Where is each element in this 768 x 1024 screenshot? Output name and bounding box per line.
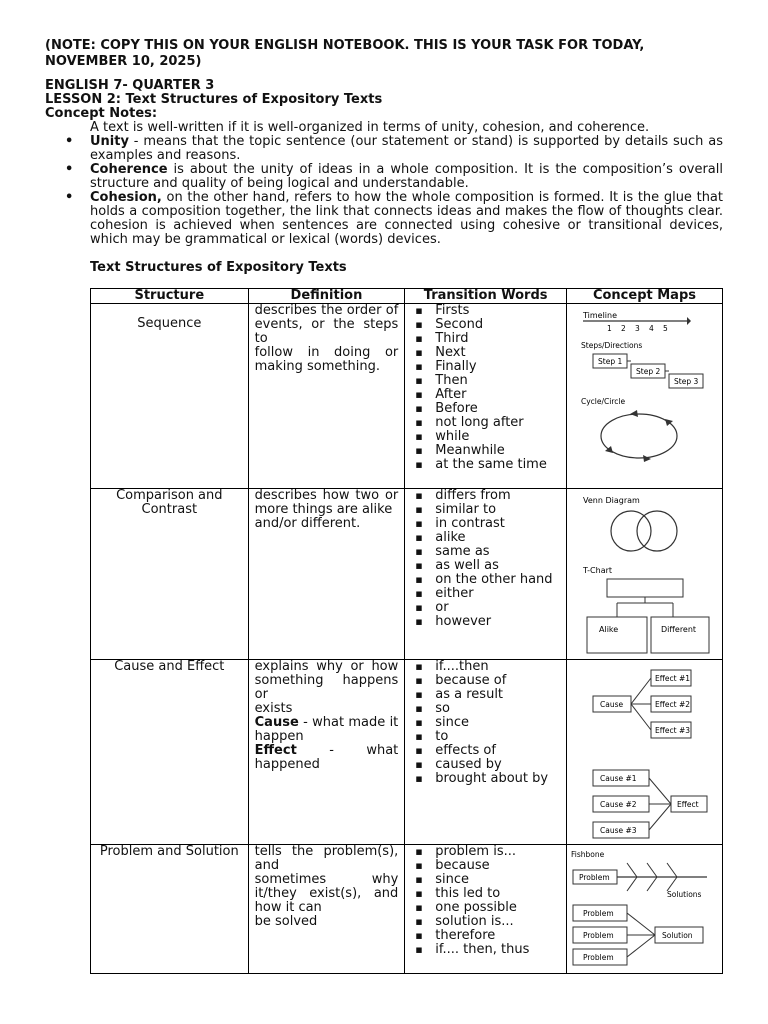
venn-circle [637, 511, 677, 551]
transition-cell [405, 489, 567, 660]
list-item: ▪ if.... then, thus [435, 943, 560, 957]
timeline-number: 5 [662, 324, 668, 333]
alike-label: Alike [598, 625, 619, 634]
list-item: ▪ solution is... [435, 915, 560, 929]
solutions-label: Solutions [666, 890, 702, 899]
list-item: ▪ Second [435, 318, 560, 332]
list-item: ▪ as a result [435, 688, 560, 702]
list-item: ▪ Finally [435, 360, 560, 374]
cause-label: Cause #2 [599, 800, 637, 809]
bullet-unity [90, 135, 723, 163]
header-definition: Definition [248, 289, 405, 304]
lesson-title: LESSON 2: Text Structures of Expository Texts [45, 92, 383, 107]
fishbone-bone [627, 863, 637, 877]
list-item: ▪ in contrast [435, 517, 560, 531]
list-item: ▪ After [435, 388, 560, 402]
timeline-number: 4 [648, 324, 654, 333]
structure-cell: Problem and Solution [91, 845, 249, 974]
steps-label: Steps/Directions [580, 341, 643, 350]
comparison-maps [567, 489, 721, 655]
definition-cell [248, 489, 405, 660]
effect-definition [255, 744, 399, 772]
definition-text: describes how two or more things are alike [254, 488, 399, 517]
step-label: Step 1 [597, 357, 623, 366]
list-item: ▪ since [435, 873, 560, 887]
problem-label: Problem [582, 909, 614, 918]
connector [627, 935, 655, 957]
definition-cell [248, 845, 405, 974]
definition-text: and/or different. [254, 516, 361, 531]
different-label: Different [660, 625, 697, 634]
tchart-label: T-Chart [582, 566, 613, 575]
solution-label: Solution [661, 931, 693, 940]
cause-label: Cause #1 [599, 774, 637, 783]
cohesion-text: on the other hand, refers to how the whole composition is formed. It is the glue that holds a composition together, the link that connects ideas and makes the flow of thoughts clear. cohesion is achieved when sentences are connected using cohesive or transitional devices, which may be grammatical or lexical (words) devices. [90, 190, 723, 247]
fishbone-bone [667, 877, 677, 891]
list-item: ▪ differs from [435, 489, 560, 503]
document-page [45, 38, 723, 285]
list-item: ▪ Third [435, 332, 560, 346]
step-label: Step 2 [635, 367, 661, 376]
effect-label: Effect #3 [654, 726, 691, 735]
list-item: ▪ caused by [435, 758, 560, 772]
concept-map-cell [566, 845, 722, 974]
intro-paragraph: A text is well-written if it is well-organized in terms of unity, cohesion, and coherence. [90, 120, 650, 135]
text-structures-table [90, 288, 723, 974]
list-item: ▪ brought about by [435, 772, 560, 786]
list-item: ▪ as well as [435, 559, 560, 573]
sequence-maps [567, 304, 721, 484]
list-item: ▪ effects of [435, 744, 560, 758]
list-item: ▪ if....then [435, 660, 560, 674]
effect-term: Effect [254, 743, 297, 758]
section-title: Text Structures of Expository Texts [90, 260, 347, 275]
course-title: ENGLISH 7- QUARTER 3 [45, 78, 215, 93]
list-item: ▪ so [435, 702, 560, 716]
definition-cell [248, 660, 405, 845]
arrow-icon [687, 317, 691, 325]
effect-text: - what happened [254, 743, 399, 772]
problem-label: Problem [578, 873, 610, 882]
problem-solution-maps [567, 845, 721, 969]
list-item: ▪ therefore [435, 929, 560, 943]
definition-text: exists [254, 701, 293, 716]
list-item: ▪ Meanwhile [435, 444, 560, 458]
concept-notes-heading: Concept Notes: [45, 106, 158, 121]
list-item: ▪ same as [435, 545, 560, 559]
list-item: ▪ either [435, 587, 560, 601]
arrow-icon [630, 410, 638, 417]
timeline-number: 2 [620, 324, 626, 333]
effect-label: Effect #1 [654, 674, 691, 683]
timeline-label: Timeline [582, 311, 617, 320]
definition-text: describes the order of events, or the steps to [254, 303, 399, 346]
list-item: ▪ while [435, 430, 560, 444]
concept-map-cell [566, 489, 722, 660]
cycle-label: Cycle/Circle [580, 397, 626, 406]
cause-text: - what made it happen [254, 715, 399, 744]
fishbone-bone [647, 877, 657, 891]
list-item: ▪ not long after [435, 416, 560, 430]
lesson-header [45, 79, 723, 121]
bullet-coherence [90, 163, 723, 191]
list-item: ▪ because [435, 859, 560, 873]
tchart-box [587, 617, 647, 653]
list-item: ▪ one possible [435, 901, 560, 915]
list-item: ▪ similar to [435, 503, 560, 517]
concept-list [45, 135, 723, 247]
concept-map-cell [566, 304, 722, 489]
fishbone-bone [667, 863, 677, 877]
problem-label: Problem [582, 953, 614, 962]
tchart-box [651, 617, 709, 653]
table-row [91, 660, 723, 845]
timeline-number: 3 [634, 324, 640, 333]
definition-text: sometimes why it/they exist(s), and how it can [254, 872, 399, 915]
definition-text: be solved [254, 914, 318, 929]
list-item: ▪ to [435, 730, 560, 744]
structure-cell: Sequence [91, 304, 249, 489]
header-concept-maps: Concept Maps [566, 289, 722, 304]
venn-label: Venn Diagram [582, 496, 640, 505]
list-item: ▪ Then [435, 374, 560, 388]
table-row [91, 845, 723, 974]
structure-cell: Cause and Effect [91, 660, 249, 845]
unity-text: - means that the topic sentence (our statement or stand) is supported by details such as examples and reasons. [90, 134, 723, 163]
definition-text: explains why or how something happens or [254, 659, 399, 702]
transition-cell [405, 660, 567, 845]
list-item: ▪ on the other hand [435, 573, 560, 587]
list-item: ▪ problem is... [435, 845, 560, 859]
effect-label: Effect #2 [654, 700, 691, 709]
header-structure: Structure [91, 289, 249, 304]
list-item: ▪ at the same time [435, 458, 560, 472]
timeline-number: 1 [606, 324, 612, 333]
list-item: ▪ Firsts [435, 304, 560, 318]
cause-label: Cause #3 [599, 826, 637, 835]
structure-cell: Comparison and Contrast [91, 489, 249, 660]
list-item: ▪ however [435, 615, 560, 629]
fishbone-label: Fishbone [570, 850, 605, 859]
cause-definition [255, 716, 399, 744]
table-row [91, 489, 723, 660]
term-cohesion: Cohesion, [90, 190, 162, 205]
list-item: ▪ because of [435, 674, 560, 688]
task-note: (NOTE: COPY THIS ON YOUR ENGLISH NOTEBOOK. THIS IS YOUR TASK FOR TODAY, NOVEMBER 10, 2025) [45, 38, 645, 69]
venn-circle [611, 511, 651, 551]
effect-label: Effect [676, 800, 699, 809]
list-item: ▪ Before [435, 402, 560, 416]
list-item: ▪ since [435, 716, 560, 730]
connector [631, 678, 651, 704]
connector [649, 778, 671, 804]
arrow-icon [643, 455, 651, 462]
connector [631, 704, 651, 730]
connector [649, 804, 671, 830]
transition-cell [405, 845, 567, 974]
list-item: ▪ or [435, 601, 560, 615]
term-coherence: Coherence [90, 162, 168, 177]
term-unity: Unity [90, 134, 129, 149]
problem-label: Problem [582, 931, 614, 940]
definition-cell [248, 304, 405, 489]
concept-map-cell [566, 660, 722, 845]
step-label: Step 3 [673, 377, 699, 386]
fishbone-bone [647, 863, 657, 877]
list-item: ▪ alike [435, 531, 560, 545]
fishbone-bone [627, 877, 637, 891]
connector [627, 913, 655, 935]
cause-label: Cause [599, 700, 624, 709]
cause-effect-maps [567, 660, 721, 840]
table-row [91, 304, 723, 489]
header-transition-words: Transition Words [405, 289, 567, 304]
transition-cell [405, 304, 567, 489]
coherence-text: is about the unity of ideas in a whole composition. It is the composition’s overall structure and quality of being logical and understandable. [90, 162, 723, 191]
list-item: ▪ Next [435, 346, 560, 360]
list-item: ▪ this led to [435, 887, 560, 901]
table-header-row [91, 289, 723, 304]
cause-term: Cause [254, 715, 299, 730]
tchart-top-box [607, 579, 683, 597]
bullet-cohesion [90, 191, 723, 247]
definition-text: tells the problem(s), and [254, 844, 399, 873]
definition-text: follow in doing or making something. [254, 345, 399, 374]
